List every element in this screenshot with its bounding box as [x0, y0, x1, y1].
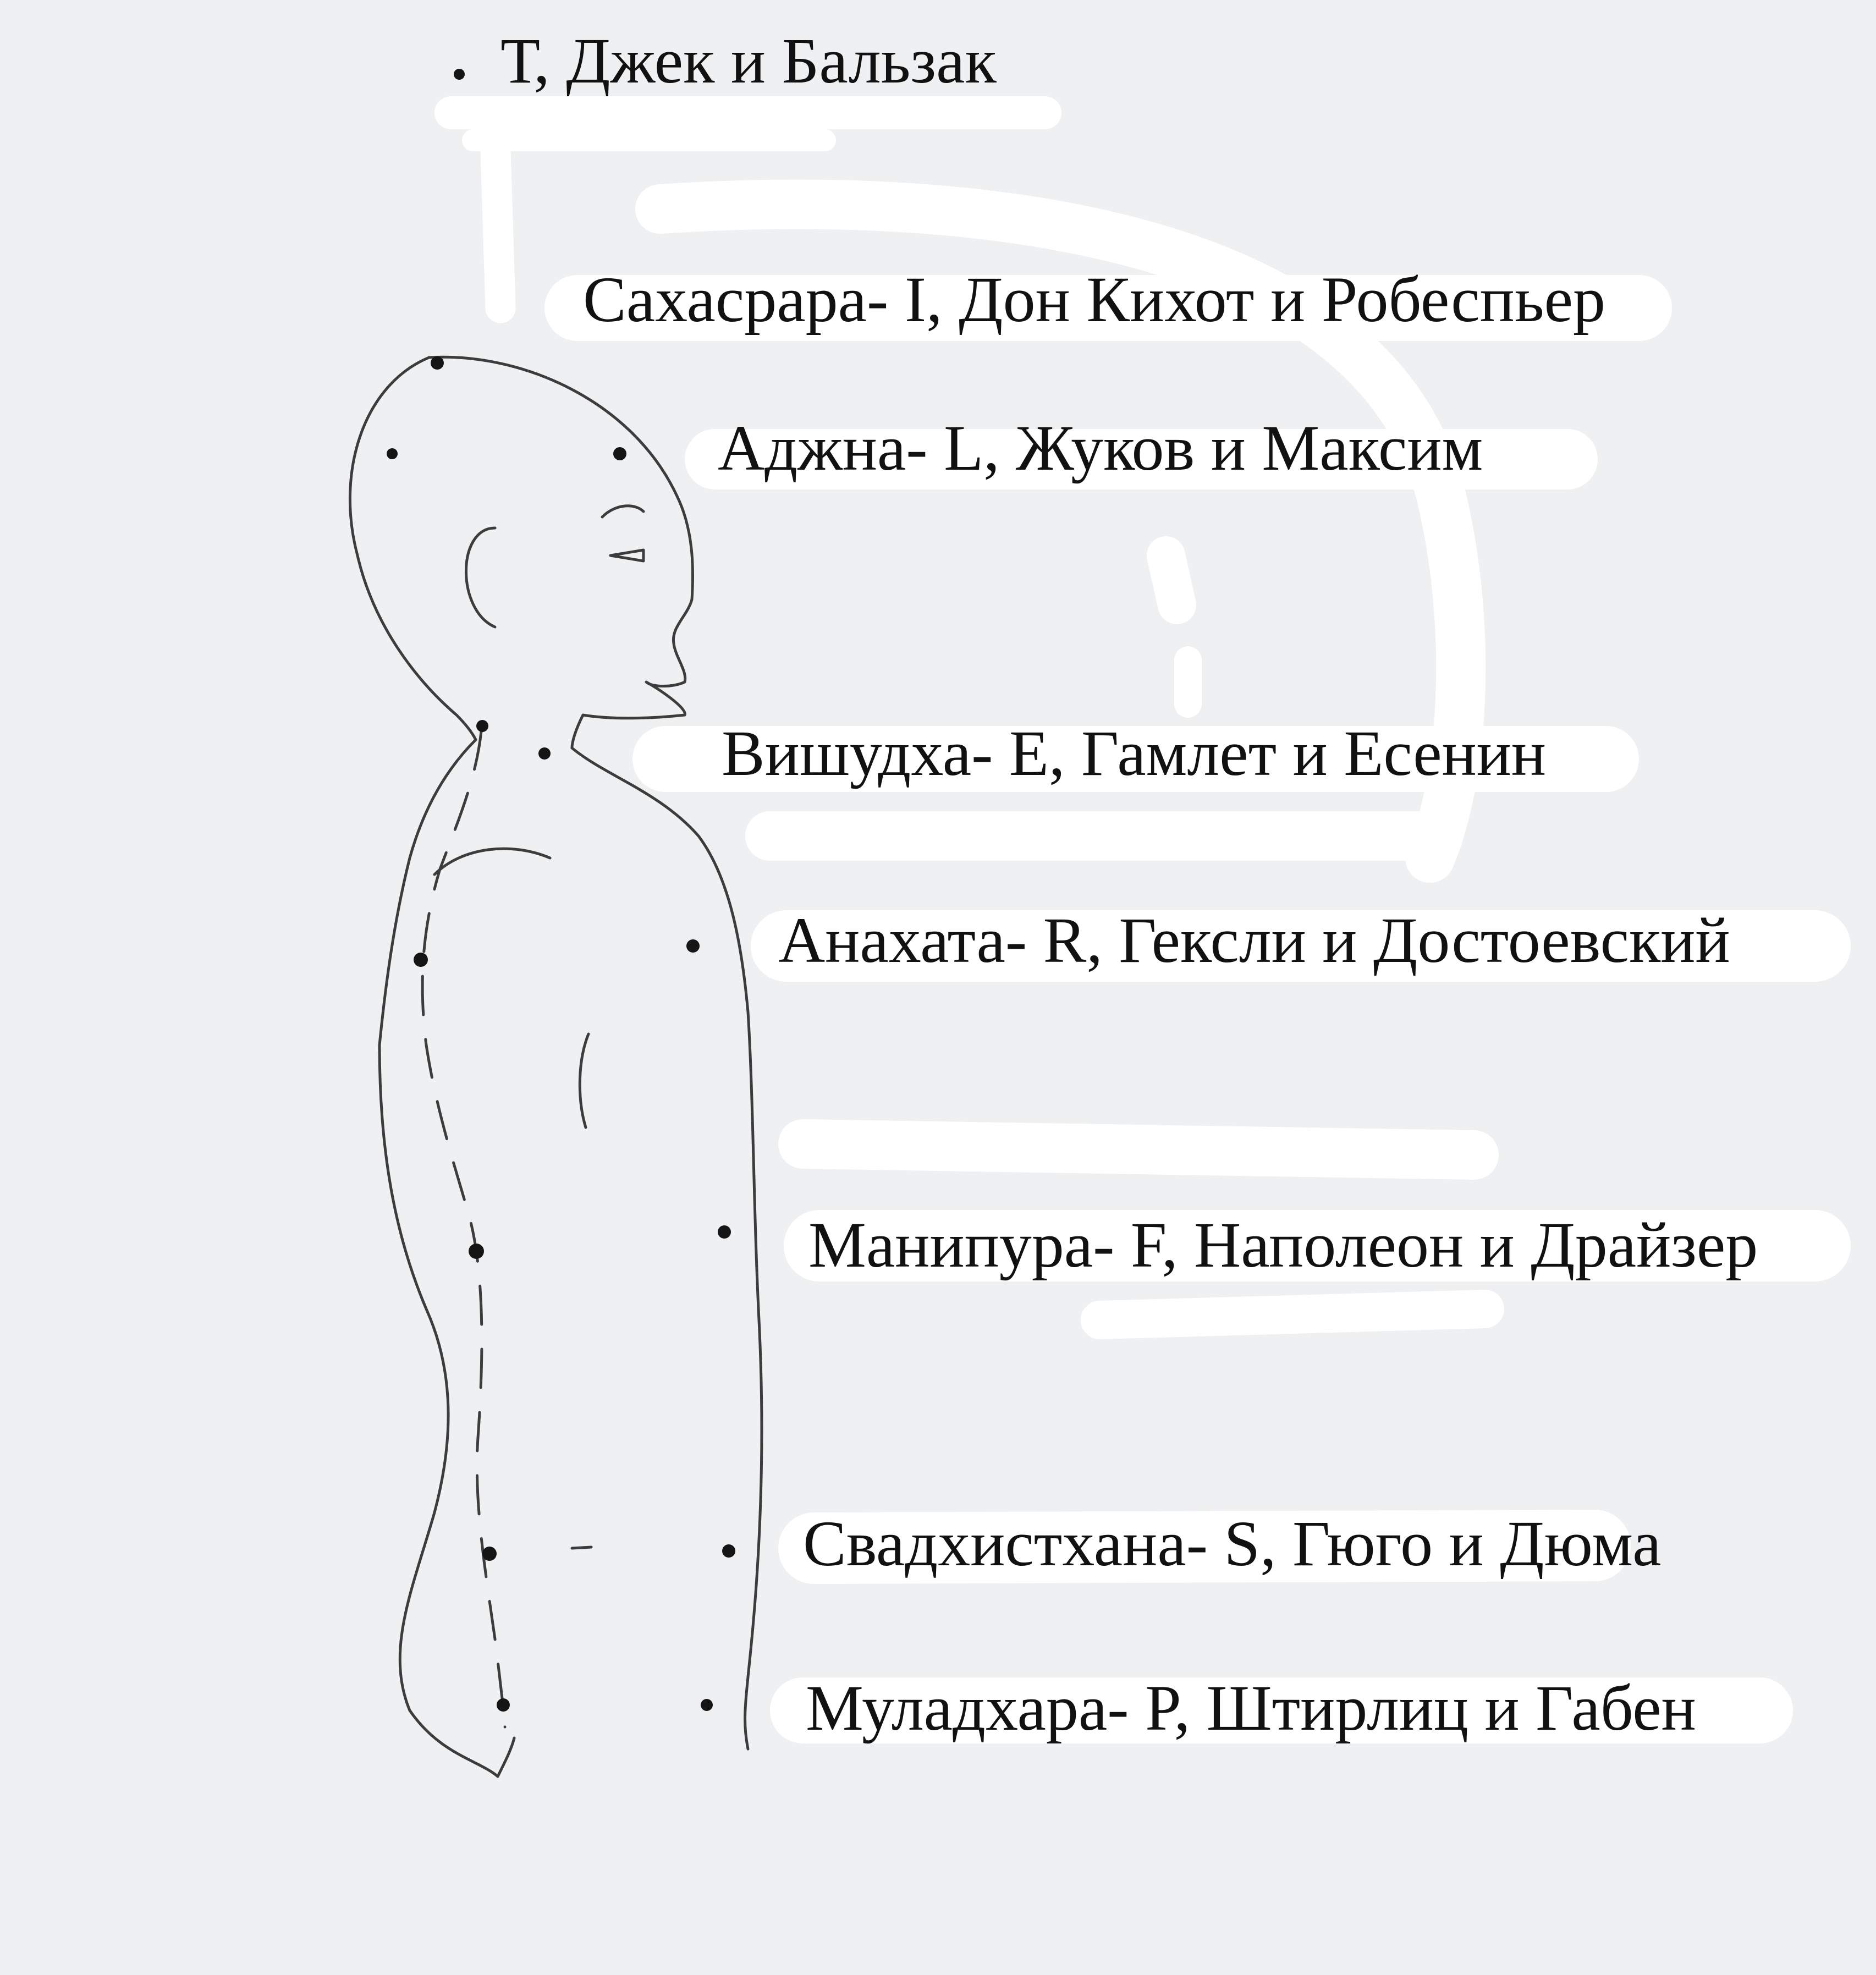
head-outline: [350, 357, 476, 740]
brow: [602, 506, 643, 517]
dot-anahata-back: [414, 953, 428, 967]
label-ajna: Аджна- L, Жуков и Максим: [718, 412, 1483, 484]
back-outline: [379, 740, 514, 1776]
dot-sahasrara-crown: [431, 356, 444, 370]
spine-line: [422, 731, 505, 1727]
dot-ajna-front: [613, 447, 626, 460]
dot-svadhisthana-front: [722, 1544, 735, 1558]
label-anahata: Анахата- R, Гексли и Достоевский: [778, 904, 1730, 976]
dot-svadhisthana-back: [482, 1547, 497, 1561]
label-manipura: Манипура- F, Наполеон и Драйзер: [808, 1209, 1758, 1281]
dot-vishuddha-front: [538, 747, 551, 760]
label-sahasrara: Сахасрара- I, Дон Кихот и Робеспьер: [583, 263, 1605, 335]
dot-muladhara-front: [701, 1699, 713, 1711]
dot-ajna-back: [387, 448, 398, 459]
label-muladhara: Муладхара- P, Штирлиц и Габен: [806, 1672, 1696, 1744]
dot-vishuddha-back: [476, 720, 488, 732]
label-svadhisthana: Свадхистхана- S, Гюго и Дюма: [803, 1508, 1662, 1580]
stray-mark: [572, 1547, 591, 1548]
dot-muladhara-back: [497, 1698, 510, 1712]
dot-manipura-front: [718, 1225, 731, 1239]
dot-anahata-front: [686, 939, 700, 953]
arm-line: [580, 1034, 588, 1127]
eye: [610, 550, 643, 561]
label-vishuddha: Вишудха- E, Гамлет и Есенин: [722, 717, 1547, 789]
shoulder-line: [434, 849, 550, 874]
front-outline: [572, 748, 762, 1749]
dot-top: [454, 69, 465, 80]
dot-manipura-back: [469, 1244, 484, 1259]
label-top: Т, Джек и Бальзак: [500, 25, 997, 97]
ear: [466, 528, 496, 627]
